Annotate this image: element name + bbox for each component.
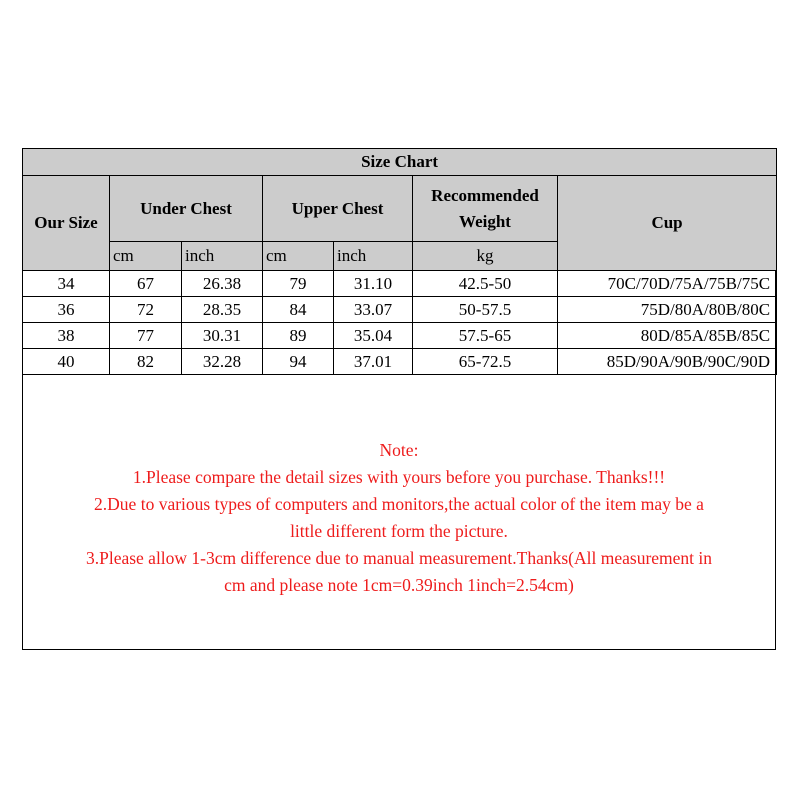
note-line: 1.Please compare the detail sizes with yours before you purchase. Thanks!!! — [132, 467, 666, 487]
cell-under-cm: 82 — [110, 349, 182, 375]
title-row — [23, 149, 777, 176]
cell-under-cm: 67 — [110, 271, 182, 297]
note-line: cm and please note 1cm=0.39inch 1inch=2.54cm) — [224, 575, 574, 595]
unit-upper-cm: cm — [263, 242, 334, 271]
note-line: 2.Due to various types of computers and monitors,the actual color of the item may be a — [94, 494, 704, 514]
cell-cup: 85D/90A/90B/90C/90D — [558, 349, 777, 375]
cell-upper-inch: 37.01 — [334, 349, 413, 375]
note-heading: Note: — [379, 440, 419, 460]
cell-upper-cm: 79 — [263, 271, 334, 297]
note-line: 3.Please allow 1-3cm difference due to manual measurement.Thanks(All measurement in — [85, 548, 713, 568]
header-weight-line2: Weight — [459, 211, 511, 231]
unit-weight: kg — [413, 242, 558, 271]
cell-weight: 50-57.5 — [413, 297, 558, 323]
header-our-size: Our Size — [23, 176, 110, 271]
cell-weight: 42.5-50 — [413, 271, 558, 297]
size-chart-table — [22, 148, 777, 375]
cell-under-inch: 28.35 — [182, 297, 263, 323]
cell-under-inch: 26.38 — [182, 271, 263, 297]
cell-under-inch: 32.28 — [182, 349, 263, 375]
cell-under-cm: 72 — [110, 297, 182, 323]
header-recommended-weight — [413, 176, 558, 242]
cell-weight: 57.5-65 — [413, 323, 558, 349]
unit-upper-inch: inch — [334, 242, 413, 271]
cell-under-inch: 30.31 — [182, 323, 263, 349]
table-row — [23, 323, 777, 349]
header-under-chest: Under Chest — [110, 176, 263, 242]
cell-size: 40 — [23, 349, 110, 375]
cell-weight: 65-72.5 — [413, 349, 558, 375]
table-row — [23, 297, 777, 323]
cell-under-cm: 77 — [110, 323, 182, 349]
cell-upper-cm: 89 — [263, 323, 334, 349]
note-line: little different form the picture. — [290, 521, 508, 541]
note-block — [23, 437, 775, 599]
cell-cup: 70C/70D/75A/75B/75C — [558, 271, 777, 297]
unit-under-cm: cm — [110, 242, 182, 271]
header-upper-chest: Upper Chest — [263, 176, 413, 242]
cell-size: 38 — [23, 323, 110, 349]
cell-size: 34 — [23, 271, 110, 297]
cell-upper-inch: 33.07 — [334, 297, 413, 323]
unit-under-inch: inch — [182, 242, 263, 271]
header-cup: Cup — [558, 176, 777, 271]
size-chart-sheet — [22, 148, 776, 650]
cell-upper-cm: 94 — [263, 349, 334, 375]
table-row — [23, 271, 777, 297]
cell-upper-inch: 31.10 — [334, 271, 413, 297]
chart-title: Size Chart — [23, 149, 777, 176]
table-row — [23, 349, 777, 375]
cell-upper-cm: 84 — [263, 297, 334, 323]
cell-cup: 80D/85A/85B/85C — [558, 323, 777, 349]
cell-upper-inch: 35.04 — [334, 323, 413, 349]
cell-cup: 75D/80A/80B/80C — [558, 297, 777, 323]
cell-size: 36 — [23, 297, 110, 323]
header-weight-line1: Recommended — [431, 185, 539, 205]
header-row — [23, 176, 777, 242]
